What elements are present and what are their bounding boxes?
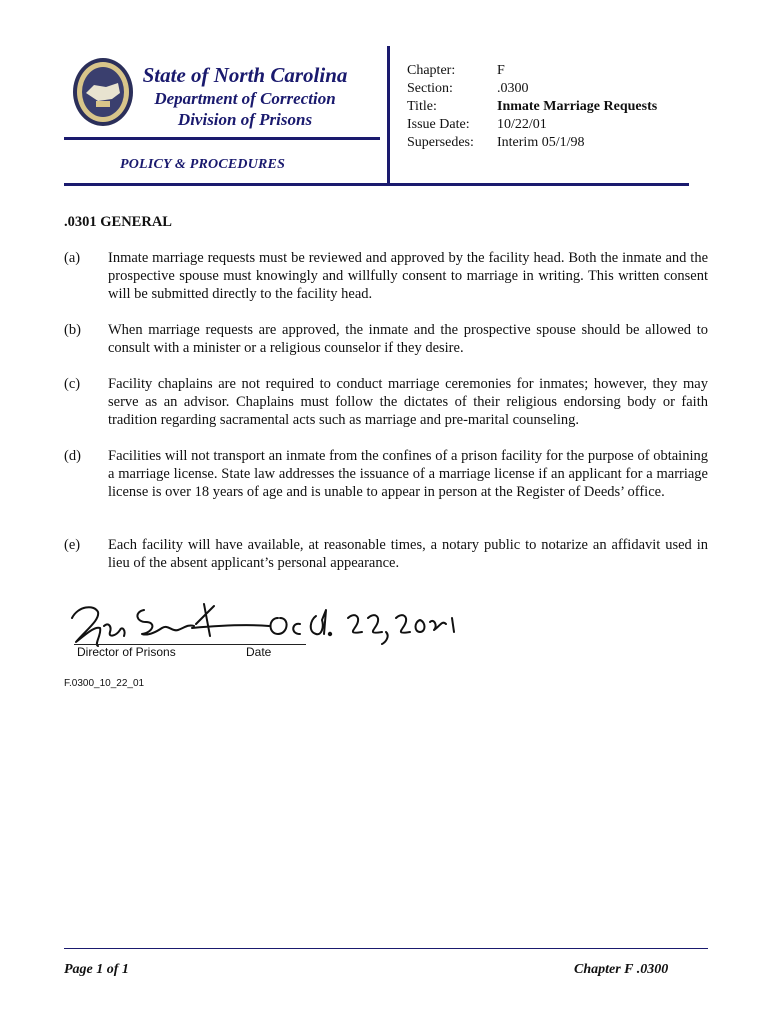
date-label: Date [246,645,272,659]
paragraph-c [64,375,708,429]
document-metadata [407,62,657,152]
meta-value: Interim 05/1/98 [497,135,585,150]
meta-key: Issue Date: [407,117,470,132]
paragraph-label: (a) [64,250,81,266]
paragraph-d [64,447,708,501]
paragraph-text: Each facility will have available, at reasonable times, a notary public to notarize an affidavit used in lieu of the absent applicant’s personal appearance. [108,537,708,571]
paragraph-text: When marriage requests are approved, the inmate and the prospective spouse should be allowed to consult with a minister or a religious counselor if they desire. [108,322,708,356]
org-department-name: Department of Correction [154,89,336,108]
meta-key: Supersedes: [407,135,474,150]
director-label: Director of Prisons [77,645,176,659]
meta-key: Chapter: [407,63,456,78]
paragraph-text: Facilities will not transport an inmate from the confines of a prison facility for the purpose of obtaining a marriage license. State law addresses the issuance of a marriage license if an applicant for a marriage license is over 18 years of age and is unable to appear in person at the Register of Deeds’ office. [108,448,708,500]
header-divider [64,137,380,140]
paragraph-text: Facility chaplains are not required to conduct marriage ceremonies for inmates; however, they may serve as an advisor. Chaplains must follow the dictates of their religious endorsing body or faith tradition regarding sacramental acts such as marriage and pre-marital counseling. [108,376,708,428]
paragraph-label: (b) [64,322,81,338]
paragraph-label: (c) [64,376,81,392]
paragraph-label: (e) [64,537,81,553]
header-bottom-rule [64,183,689,186]
meta-row-supersedes [407,134,657,152]
meta-row-title [407,98,657,116]
meta-key: Section: [407,81,453,96]
meta-row-chapter [407,62,657,80]
paragraph-b [64,321,708,357]
page-number: Page 1 of 1 [64,962,129,977]
policy-label: POLICY & PROCEDURES [120,157,286,172]
meta-key: Title: [407,99,437,114]
meta-value: Inmate Marriage Requests [497,99,658,114]
seal-logo [72,57,134,127]
org-division-name: Division of Prisons [177,110,313,129]
footer-rule [64,948,708,949]
meta-value: 10/22/01 [497,117,547,132]
paragraph-text: Inmate marriage requests must be reviewed and approved by the facility head. Both the inmate and the prospective spouse must knowingly and willfully consent to marriage in writing. This written consent will be submitted directly to the facility head. [108,250,708,302]
document-id: F.0300_10_22_01 [64,678,145,689]
paragraph-a [64,249,708,303]
meta-value: .0300 [497,81,529,96]
section-title: .0301 GENERAL [64,214,172,230]
footer-chapter: Chapter F .0300 [574,962,669,977]
meta-row-section [407,80,657,98]
meta-row-issue-date [407,116,657,134]
paragraph-e [64,536,708,572]
header-vertical-divider [387,46,390,186]
paragraph-label: (d) [64,448,81,464]
org-state-name: State of North Carolina [142,63,348,87]
meta-value: F [497,63,505,78]
